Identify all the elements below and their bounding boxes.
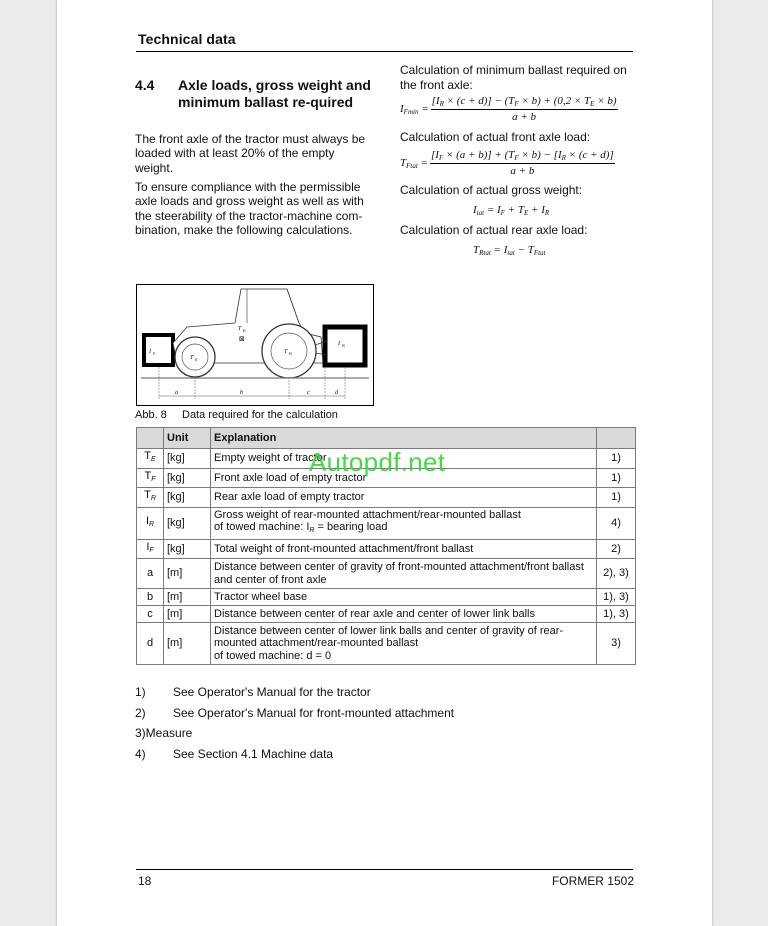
min-ballast-label: Calculation of minimum ballast required on the front axle: — [400, 63, 627, 92]
gross-weight-formula: $I_{tat} = I_F + T_E + I_R$ — [473, 204, 550, 217]
table-row: c [m] Distance between center of rear axle and center of lower link balls 1), 3) — [137, 606, 636, 623]
dim-b: b — [240, 390, 243, 396]
table-row: $I_F$ [kg] Total weight of front-mounted attachment/front ballast 2) — [137, 539, 636, 559]
label-if: I — [149, 349, 151, 355]
footer-divider — [136, 869, 633, 870]
header-divider — [136, 51, 633, 52]
document-name: FORMER 1502 — [551, 874, 634, 888]
svg-text:T: T — [238, 326, 242, 332]
header-symbol — [137, 428, 164, 449]
table-row: $T_F$ [kg] Front axle load of empty tractor 1) — [137, 468, 636, 488]
footnote: 1) See Operator's Manual for the tractor — [135, 685, 371, 699]
footnote: 3)Measure — [135, 726, 193, 740]
table-header-row — [137, 428, 636, 449]
svg-text:E: E — [195, 357, 198, 362]
table-row: $I_R$ [kg] Gross weight of rear-mounted attachment/rear-mounted ballast of towed machine: $I_R$ = bearing load 4) — [137, 507, 636, 539]
svg-text:I: I — [338, 341, 340, 347]
figure-number: Abb. 8 — [135, 409, 167, 421]
dim-d: d — [335, 390, 338, 396]
svg-text:⊠: ⊠ — [239, 335, 245, 343]
table-row: a [m] Distance between center of gravity of front-mounted attachment/front ballast and center of front axle 2), 3) — [137, 559, 636, 589]
header-unit: Unit — [164, 428, 211, 449]
header-explanation: Explanation — [211, 428, 597, 449]
table-row: $T_R$ [kg] Rear axle load of empty tractor 1) — [137, 488, 636, 508]
dim-c: c — [307, 390, 310, 396]
tractor-diagram — [136, 284, 374, 406]
rear-axle-label: Calculation of actual rear axle load: — [400, 223, 588, 237]
table-row: $T_E$ [kg] Empty weight of tractor 1) — [137, 449, 636, 469]
watermark-text: Autopdf.net — [309, 447, 446, 477]
page-header-title: Technical data — [138, 31, 236, 47]
table-row: d [m] Distance between center of lower link balls and center of gravity of rear-mounted attachment/rear-mounted ballast of towed machine: d = 0 3) — [137, 623, 636, 665]
page-number: 18 — [138, 874, 152, 888]
dim-a: a — [175, 390, 178, 396]
front-axle-formula: $T_{Ftat}$ = $\frac{[I_F \times (a + b)] + (T_F \times b) - [I_R \times (c + d)]}{a + b}$ — [400, 149, 614, 177]
footnote: 4) See Section 4.1 Machine data — [135, 747, 334, 761]
front-axle-label: Calculation of actual front axle load: — [400, 130, 591, 144]
paragraph-front-axle: The front axle of the tractor must always be loaded with at least 20% of the empty weight. — [135, 132, 366, 175]
svg-text:T: T — [284, 349, 288, 355]
table-row: b [m] Tractor wheel base 1), 3) — [137, 589, 636, 606]
rear-ballast-block — [325, 327, 365, 365]
svg-text:R: R — [342, 343, 345, 348]
min-ballast-formula: $I_{Fmin}$ = $\frac{[I_R \times (c + d)] - (T_F \times b) + (0,2 \times T_E \times b)}{a + b}$ — [400, 95, 617, 123]
svg-text:T: T — [190, 355, 194, 361]
svg-text:E: E — [243, 328, 246, 333]
svg-text:R: R — [289, 351, 292, 356]
rear-axle-formula: $T_{Rtat} = I_{tat} - T_{Ftat}$ — [473, 244, 546, 257]
svg-text:F: F — [153, 351, 156, 356]
header-ref — [597, 428, 636, 449]
paragraph-compliance: To ensure compliance with the permissible axle loads and gross weight as well as with the steerability of the tractor-machine com-bination, make the following calculations. — [135, 180, 364, 237]
section-title: Axle loads, gross weight and minimum ballast re-quired — [178, 77, 371, 110]
footnote: 2) See Operator's Manual for front-mounted attachment — [135, 706, 455, 720]
tractor-illustration — [137, 285, 373, 405]
section-number: 4.4 — [135, 77, 155, 93]
figure-caption: Data required for the calculation — [182, 409, 338, 421]
gross-weight-label: Calculation of actual gross weight: — [400, 183, 583, 197]
